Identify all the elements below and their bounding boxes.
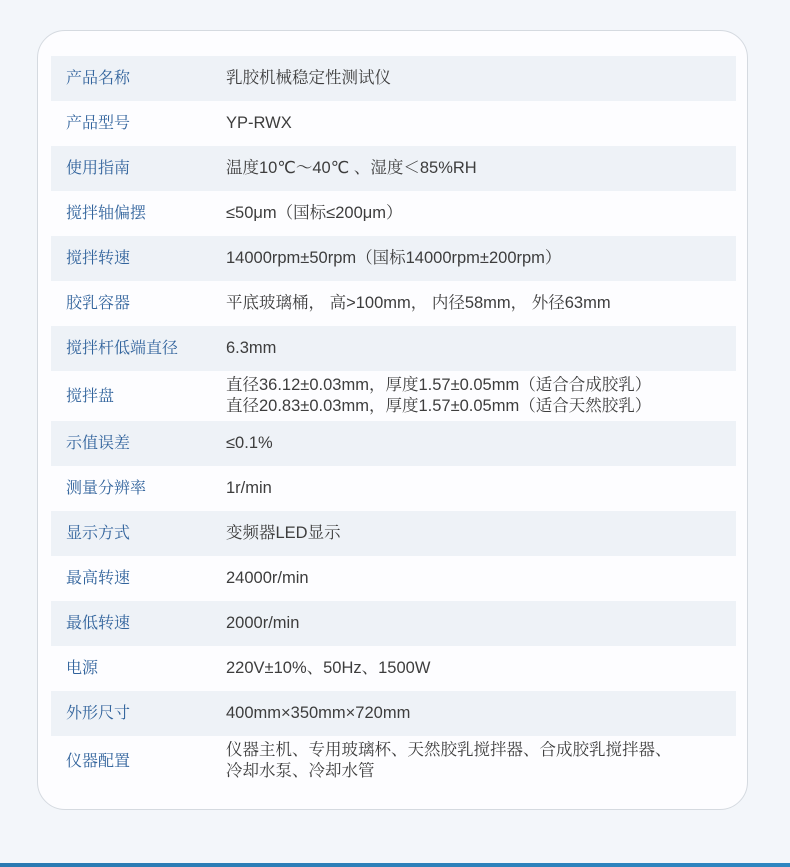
spec-row: [51, 556, 736, 601]
spec-value: [226, 478, 726, 499]
product-spec-card: [37, 30, 748, 810]
spec-value-line: 直径36.12±0.03mm，厚度1.57±0.05mm（适合合成胶乳）: [226, 376, 652, 394]
spec-value: [226, 658, 726, 679]
spec-value-line: 仪器主机、专用玻璃杯、天然胶乳搅拌器、合成胶乳搅拌器、: [226, 741, 672, 759]
spec-label: 产品名称: [66, 70, 131, 87]
spec-row: [51, 466, 736, 511]
spec-label: 电源: [66, 660, 99, 677]
spec-label: 测量分辨率: [66, 480, 147, 497]
spec-value-line: 24000r/min: [226, 569, 309, 587]
spec-label: 外形尺寸: [66, 705, 131, 722]
spec-value-line: 平底玻璃桶， 高>100mm， 内径58mm， 外径63mm: [226, 294, 611, 312]
spec-value: [226, 613, 726, 634]
spec-row: [51, 736, 736, 786]
spec-value-line: 1r/min: [226, 479, 272, 497]
spec-value: [226, 568, 726, 589]
spec-value: [226, 293, 726, 314]
spec-label: 最低转速: [66, 615, 131, 632]
spec-value: [226, 375, 726, 417]
spec-label: 示值误差: [66, 435, 131, 452]
spec-value-line: 温度10℃～40℃ 、湿度＜85%RH: [226, 159, 477, 177]
spec-value-line: 直径20.83±0.03mm，厚度1.57±0.05mm（适合天然胶乳）: [226, 397, 652, 415]
spec-value: [226, 523, 726, 544]
spec-value-line: 400mm×350mm×720mm: [226, 704, 411, 722]
spec-label: 产品型号: [66, 115, 131, 132]
spec-value-line: 14000rpm±50rpm（国标14000rpm±200rpm）: [226, 249, 562, 267]
spec-value: [226, 158, 726, 179]
spec-value-line: 乳胶机械稳定性测试仪: [226, 69, 391, 87]
spec-row: [51, 191, 736, 236]
spec-table: [51, 56, 736, 786]
spec-value: [226, 703, 726, 724]
spec-value-line: ≤50μm（国标≤200μm）: [226, 204, 403, 222]
spec-row: [51, 101, 736, 146]
spec-row: [51, 146, 736, 191]
spec-value-line: 6.3mm: [226, 339, 277, 357]
spec-label: 最高转速: [66, 570, 131, 587]
spec-value-line: ≤0.1%: [226, 434, 273, 452]
spec-row: [51, 281, 736, 326]
spec-row: [51, 326, 736, 371]
spec-value: [226, 248, 726, 269]
spec-row: [51, 371, 736, 421]
spec-value: [226, 113, 726, 134]
spec-value-line: 220V±10%、50Hz、1500W: [226, 659, 431, 677]
spec-value-line: 冷却水泵、冷却水管: [226, 762, 375, 780]
spec-label: 搅拌杆低端直径: [66, 340, 179, 357]
spec-value-line: 2000r/min: [226, 614, 300, 632]
spec-row: [51, 511, 736, 556]
spec-label: 搅拌轴偏摆: [66, 205, 147, 222]
spec-row: [51, 421, 736, 466]
spec-label: 显示方式: [66, 525, 131, 542]
spec-value-line: YP-RWX: [226, 114, 292, 132]
spec-value: [226, 433, 726, 454]
spec-row: [51, 236, 736, 281]
spec-label: 仪器配置: [66, 752, 131, 770]
spec-value: [226, 203, 726, 224]
spec-value-line: 变频器LED显示: [226, 524, 341, 542]
spec-label: 搅拌转速: [66, 250, 131, 267]
spec-row: [51, 601, 736, 646]
spec-value: [226, 740, 726, 782]
spec-row: [51, 56, 736, 101]
spec-value: [226, 68, 726, 89]
spec-row: [51, 691, 736, 736]
spec-row: [51, 646, 736, 691]
spec-label: 使用指南: [66, 160, 131, 177]
spec-label: 胶乳容器: [66, 295, 131, 312]
spec-label: 搅拌盘: [66, 387, 115, 405]
bottom-accent-bar: [0, 863, 790, 867]
spec-value: [226, 338, 726, 359]
